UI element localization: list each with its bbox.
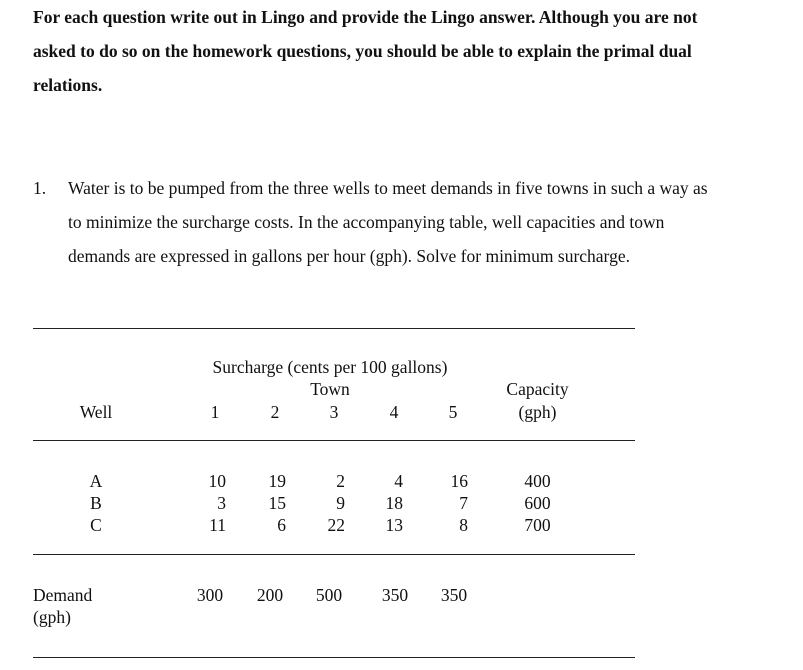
well-column bbox=[60, 470, 132, 536]
cost-cell: 11 bbox=[209, 515, 226, 535]
town-label: Town bbox=[310, 379, 350, 399]
town-3-costs bbox=[309, 470, 345, 536]
instructions-line: asked to do so on the homework questions, you should be able to explain the primal dual bbox=[33, 41, 692, 61]
town-header-5: 5 bbox=[448, 402, 458, 422]
cost-cell: 10 bbox=[208, 471, 226, 491]
question-line: demands are expressed in gallons per hour (gph). Solve for minimum surcharge. bbox=[68, 246, 630, 266]
demand-town-2: 200 bbox=[256, 585, 284, 605]
well-label: Well bbox=[79, 402, 113, 422]
question-line: Water is to be pumped from the three wells to meet demands in five towns in such a way as bbox=[68, 178, 708, 198]
town-1-costs bbox=[190, 470, 226, 536]
table-bottom-rule bbox=[33, 657, 635, 658]
instructions-paragraph bbox=[33, 0, 798, 102]
town-header-2: 2 bbox=[270, 402, 280, 422]
cost-cell: 7 bbox=[459, 493, 468, 513]
capacity-cell: 400 bbox=[524, 471, 551, 491]
well-b: B bbox=[90, 493, 102, 513]
cost-cell: 22 bbox=[327, 515, 345, 535]
capacity-label: Capacity bbox=[506, 379, 569, 399]
demand-label: Demand bbox=[33, 585, 93, 605]
demand-town-5: 350 bbox=[440, 585, 468, 605]
demand-town-3: 500 bbox=[315, 585, 343, 605]
question-text bbox=[68, 171, 798, 273]
cost-cell: 15 bbox=[268, 493, 286, 513]
capacity-column bbox=[500, 470, 575, 536]
town-header-4: 4 bbox=[389, 402, 399, 422]
cost-cell: 19 bbox=[268, 471, 286, 491]
town-4-costs bbox=[367, 470, 403, 536]
town-header-3: 3 bbox=[329, 402, 339, 422]
capacity-cell: 600 bbox=[524, 493, 551, 513]
well-c: C bbox=[90, 515, 102, 535]
town-2-costs bbox=[250, 470, 286, 536]
cost-cell: 8 bbox=[459, 515, 468, 535]
town-5-costs bbox=[432, 470, 468, 536]
cost-cell: 9 bbox=[336, 493, 345, 513]
cost-cell: 2 bbox=[336, 471, 345, 491]
cost-cell: 4 bbox=[394, 471, 403, 491]
demand-town-1: 300 bbox=[196, 585, 224, 605]
cost-cell: 3 bbox=[217, 493, 226, 513]
demand-label-block bbox=[33, 584, 153, 628]
capacity-cell: 700 bbox=[524, 515, 551, 535]
demand-town-4: 350 bbox=[381, 585, 409, 605]
cost-cell: 16 bbox=[450, 471, 468, 491]
well-a: A bbox=[89, 471, 103, 491]
instructions-line: For each question write out in Lingo and provide the Lingo answer. Although you are not bbox=[33, 7, 698, 27]
cost-cell: 18 bbox=[385, 493, 403, 513]
capacity-unit: (gph) bbox=[518, 402, 557, 422]
table-top-rule bbox=[33, 328, 635, 329]
surcharge-title: Surcharge (cents per 100 gallons) bbox=[212, 357, 448, 377]
table-body-rule bbox=[33, 554, 635, 555]
cost-cell: 13 bbox=[385, 515, 403, 535]
town-header-1: 1 bbox=[210, 402, 220, 422]
instructions-line: relations. bbox=[33, 75, 103, 95]
demand-unit: (gph) bbox=[33, 607, 71, 627]
table-header-rule bbox=[33, 440, 635, 441]
question-number: 1. bbox=[33, 178, 47, 198]
cost-cell: 6 bbox=[277, 515, 286, 535]
question-line: to minimize the surcharge costs. In the accompanying table, well capacities and town bbox=[68, 212, 665, 232]
